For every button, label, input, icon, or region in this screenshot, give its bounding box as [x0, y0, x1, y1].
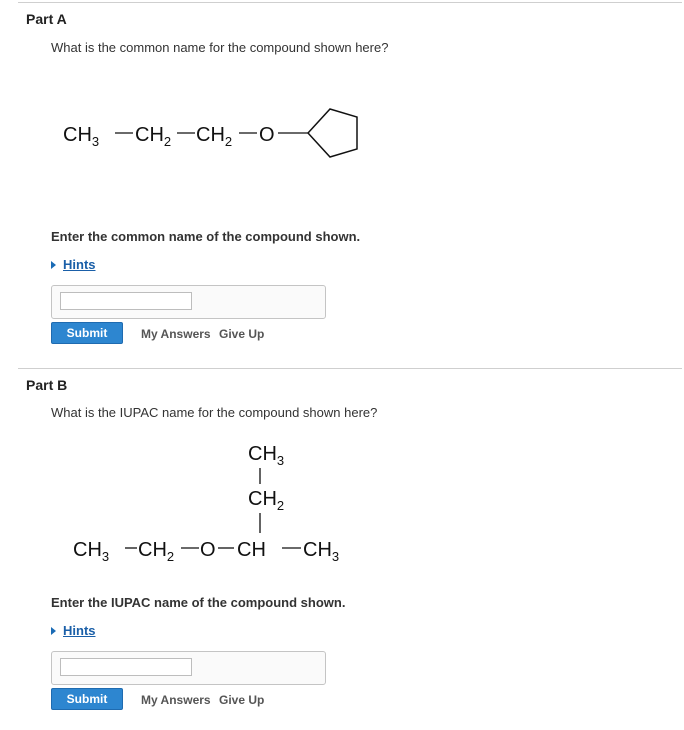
part-b-hints-toggle[interactable]: [51, 623, 96, 638]
ch-label: CH: [237, 539, 266, 561]
oxygen-label: O: [200, 539, 216, 561]
part-b-give-up-link[interactable]: Give Up: [219, 693, 265, 707]
part-b-divider: [18, 368, 682, 369]
caret-right-icon: [51, 261, 56, 269]
oxygen-label: O: [259, 124, 275, 146]
part-a-instruction: Enter the common name of the compound shown.: [51, 229, 361, 244]
part-a-divider: [18, 2, 682, 3]
part-a-question: What is the common name for the compound shown here?: [51, 40, 389, 55]
part-b-instruction: Enter the IUPAC name of the compound shown.: [51, 595, 346, 610]
part-a-answer-input[interactable]: [60, 292, 192, 310]
part-a-submit-button[interactable]: Submit: [51, 322, 123, 344]
part-a-my-answers-link[interactable]: My Answers: [141, 327, 211, 341]
part-a-answer-container: [51, 285, 326, 319]
ch2-label: $CH_2$: [138, 539, 175, 562]
part-b-answer-container: [51, 651, 326, 685]
part-a-title: Part A: [26, 11, 67, 27]
ch3-label: $CH_3$: [303, 539, 340, 562]
ch2-label: $CH_2$: [135, 124, 172, 149]
part-a-give-up-link[interactable]: Give Up: [219, 327, 265, 341]
part-b-question: What is the IUPAC name for the compound shown here?: [51, 405, 378, 420]
part-b-submit-button[interactable]: Submit: [51, 688, 123, 710]
ch2-branch-label: $CH_2$: [248, 488, 285, 513]
part-b-title: Part B: [26, 377, 68, 393]
cyclopentane-ring: [308, 109, 357, 157]
ch3-label: $CH_3$: [73, 539, 110, 562]
ch3-branch-label: $CH_3$: [248, 443, 285, 468]
part-a-hints-toggle[interactable]: [51, 257, 96, 272]
part-b-my-answers-link[interactable]: My Answers: [141, 693, 211, 707]
part-b-answer-input[interactable]: [60, 658, 192, 676]
ch3-label: $CH_3$: [63, 124, 100, 149]
part-b-structure: [68, 432, 368, 562]
caret-right-icon: [51, 627, 56, 635]
hints-label: Hints: [63, 257, 96, 272]
part-a-structure: [55, 100, 375, 170]
hints-label: Hints: [63, 623, 96, 638]
ch2-label: $CH_2$: [196, 124, 233, 149]
